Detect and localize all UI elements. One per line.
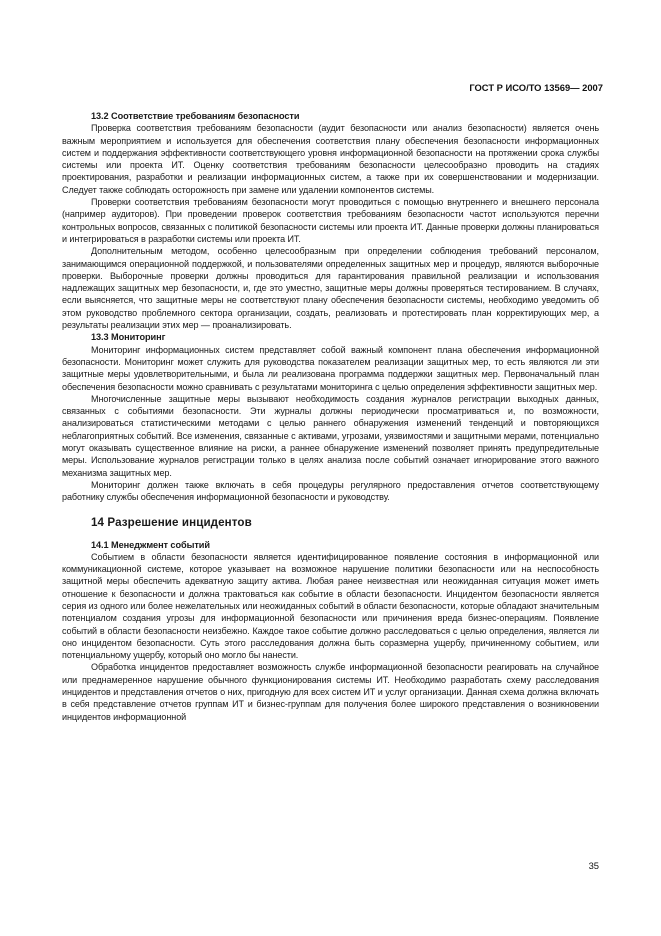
section-13-3-paragraph: Мониторинг должен также включать в себя процедуры регулярного предоставления отчетов соответствующему работнику службы обеспечения информационной безопасности и руководству. xyxy=(62,479,599,503)
page-body xyxy=(62,110,599,723)
section-14-1-paragraph: Обработка инцидентов предоставляет возможность службе информационной безопасности реагировать на случайное или преднамеренное нарушение обычного функционирования системы ИТ. Необходимо разработать схему расследования инцидентов и представления отчетов о них, пригодную для всех систем ИТ и услуг организации. Данная схема должна включать в себя представление отчетов группам ИТ и бизнес-группам для получения более широкого представления о возникновении инцидентов информационной xyxy=(62,662,599,722)
document-header: ГОСТ Р ИСО/ТО 13569— 2007 xyxy=(469,82,603,93)
section-13-3-title: 13.3 Мониторинг xyxy=(91,332,166,343)
section-14-1-title: 14.1 Менеджмент событий xyxy=(91,539,210,550)
page-number: 35 xyxy=(588,860,599,871)
section-13-2-title: 13.2 Соответствие требованиям безопасности xyxy=(91,111,300,121)
section-13-3-paragraph: Мониторинг информационных систем представляет собой важный компонент плана обеспечения информационной безопасности. Мониторинг может служить для руководства показателем реализации защитных мер, то есть являются ли эти защитные меры удовлетворительными, и была ли реализована программа поддержки защитных мер. Первоначальный план обеспечения безопасности можно сравнивать с результатами мониторинга с целью определения эффективности защитных мер. xyxy=(62,344,599,392)
section-13-3-paragraph: Многочисленные защитные меры вызывают необходимость создания журналов регистрации выходных данных, связанных с событиями безопасности. Эти журналы должны периодически просматриваться и, по возможности, анализироваться статистическими методами с целью раннего обнаружения изменений тенденций и повторяющихся неблагоприятных событий. Все изменения, связанные с активами, угрозами, уязвимостями и защитными мерами, потенциально могут оказывать существенное влияние на риски, а раннее обнаружение изменений позволяет принять предупредительные меры. Использование журналов регистрации только в целях анализа после событий означает игнорирование этого важного механизма защитных мер. xyxy=(62,393,599,478)
section-13-2-paragraph: Дополнительным методом, особенно целесообразным при определении соблюдения требований персоналом, занимающимся операционной поддержкой, и пользователями определенных защитных мер и процедур, являются выборочные проверки. Выборочные проверки должны проводиться для гарантирования правильной реализации и использования надлежащих защитных мер безопасности, и, где это уместно, защитные меры должны проверяться тестированием. В случаях, если выясняется, что защитные меры не соответствуют плану обеспечения безопасности системы, необходимо уведомить об этом руководство проблемного сектора организации, создать, реализовать и протестировать план корректирующих мер, а результаты реализации этих мер — проанализировать. xyxy=(62,246,599,331)
section-13-2-paragraph: Проверки соответствия требованиям безопасности могут проводиться с помощью внутреннего и внешнего персонала (например аудиторов). При проведении проверок соответствия требованиям безопасности частот используются перечни контрольных вопросов, связанных с политикой безопасности системы или проекта ИТ. Данные проверки должны планироваться и интегрироваться в разработки системы или проекта ИТ. xyxy=(62,197,599,244)
section-13-2-paragraph: Проверка соответствия требованиям безопасности (аудит безопасности или анализ безопасности) является очень важным мероприятием и используется для обеспечения соответствия плану обеспечения безопасности информационных систем и поддержания эффективности соответствующего уровня информационной безопасности на протяжении срока службы системы или проекта ИТ. Оценку соответствия требованиям безопасности целесообразно проводить на стадиях проектирования, разработки и реализации информационных систем, а также при их совершенствовании и модернизации. Следует также соблюдать осторожность при замене или удалении компонентов системы. xyxy=(62,123,599,195)
section-14-1-paragraph: Событием в области безопасности является идентифицированное появление состояния в информационной или коммуникационной системе, которое указывает на возможное нарушение политики безопасности или на неспособность защитной меры обеспечить адекватную защиту актива. Любая ранее неизвестная или неожиданная ситуация может иметь отношение к безопасности и должна трактоваться как событие в области безопасности. Инцидентом безопасности является серия из одного или более нежелательных или неожиданных событий в области безопасности, которые обладают значительным потенциалом создания угрозы для информационной безопасности или причинения вреда бизнес-операциям. Появление событий в области безопасности неизбежно. Каждое такое событие должно расследоваться с целью определения, является ли оно инцидентом безопасности. Суть этого расследования должна быть соразмерна ущербу, причиненному событием, или потенциальному ущербу, который оно могло бы нанести. xyxy=(62,551,599,661)
section-14-title: 14 Разрешение инцидентов xyxy=(91,515,252,529)
